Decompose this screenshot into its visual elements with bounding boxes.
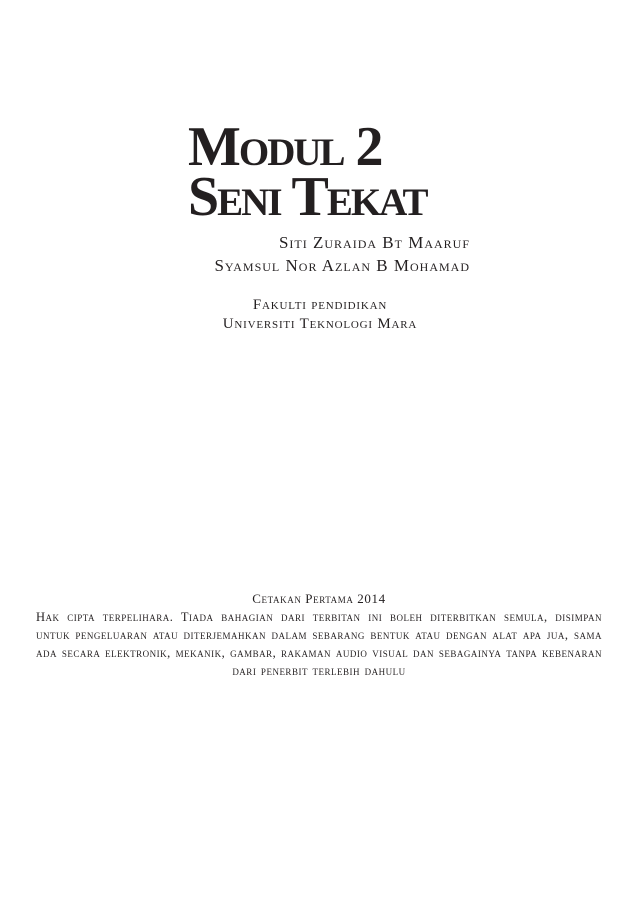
title-line-1: Modul 2	[188, 116, 382, 178]
book-title	[188, 116, 488, 228]
copyright-block	[36, 590, 602, 680]
author-2: Syamsul Nor Azlan B Mohamad	[214, 256, 470, 275]
university: Universiti Teknologi Mara	[222, 316, 418, 332]
authors	[180, 231, 470, 277]
copyright-notice: Hak cipta terpelihara. Tiada bahagian dari terbitan ini boleh diterbitkan semula, disimpan untuk pengeluaran atau diterjemahkan dalam sebarang bentuk atau dengan alat apa jua, sama ada secara elektronik, mekanik, gambar, rakaman audio visual dan sebagainya tanpa kebenaran dari penerbit terlebih dahulu	[36, 610, 602, 678]
title-line-2: Seni Tekat	[188, 166, 427, 228]
affiliation	[150, 296, 490, 334]
faculty: Fakulti pendidikan	[252, 297, 388, 313]
edition-line: Cetakan Pertama 2014	[252, 591, 386, 606]
author-1: Siti Zuraida Bt Maaruf	[278, 233, 470, 252]
